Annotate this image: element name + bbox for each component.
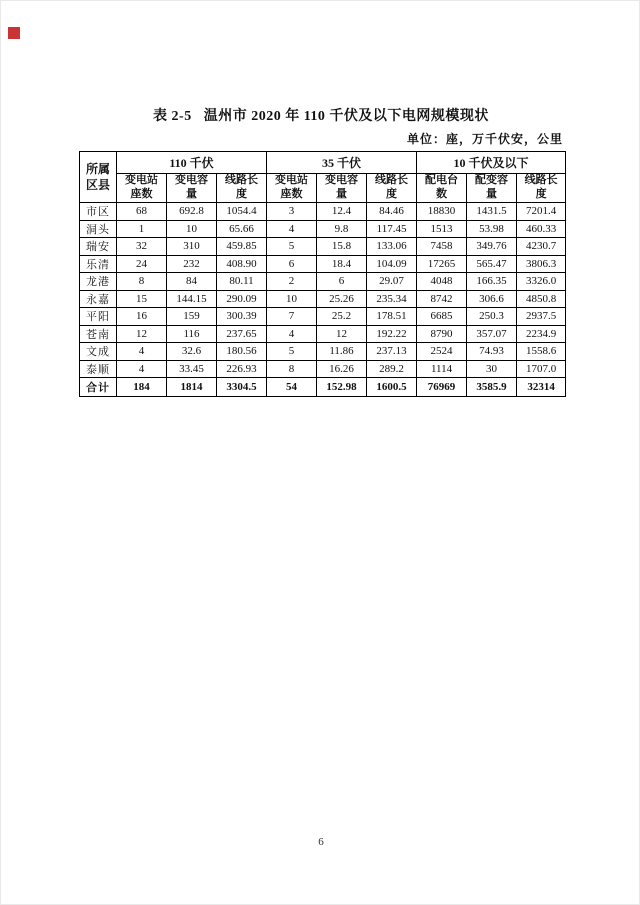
table-row <box>80 203 566 221</box>
table-row <box>80 343 566 361</box>
value-cell: 8790 <box>417 325 467 343</box>
table-body <box>80 203 566 397</box>
sub-header-line2: 数 <box>436 188 448 200</box>
sub-header-line1: 变电容 <box>175 174 208 187</box>
red-square-marker <box>8 27 20 39</box>
value-cell: 33.45 <box>167 360 217 378</box>
sub-header-cell <box>467 174 517 203</box>
value-cell: 565.47 <box>467 255 517 273</box>
sub-header-line2: 座数 <box>280 188 303 200</box>
value-cell: 226.93 <box>217 360 267 378</box>
value-cell: 1114 <box>417 360 467 378</box>
value-cell: 6 <box>267 255 317 273</box>
district-name: 文成 <box>80 343 117 361</box>
value-cell: 6 <box>317 273 367 291</box>
sub-header-line1: 变电容 <box>325 174 359 187</box>
table-row <box>80 238 566 256</box>
value-cell: 144.15 <box>167 290 217 308</box>
value-cell: 1431.5 <box>467 203 517 221</box>
value-cell: 16 <box>117 308 167 326</box>
value-cell: 1600.5 <box>367 378 417 397</box>
value-cell: 3304.5 <box>217 378 267 397</box>
value-cell: 24 <box>117 255 167 273</box>
value-cell: 4048 <box>417 273 467 291</box>
value-cell: 7458 <box>417 238 467 256</box>
value-cell: 1513 <box>417 220 467 238</box>
value-cell: 15 <box>117 290 167 308</box>
value-cell: 16.26 <box>317 360 367 378</box>
value-cell: 3326.0 <box>517 273 566 291</box>
value-cell: 32314 <box>517 378 566 397</box>
value-cell: 8742 <box>417 290 467 308</box>
district-name: 洞头 <box>80 220 117 238</box>
value-cell: 7201.4 <box>517 203 566 221</box>
district-name: 平阳 <box>80 308 117 326</box>
value-cell: 12 <box>317 325 367 343</box>
value-cell: 4 <box>117 343 167 361</box>
value-cell: 408.90 <box>217 255 267 273</box>
value-cell: 250.3 <box>467 308 517 326</box>
value-cell: 6685 <box>417 308 467 326</box>
value-cell: 12.4 <box>317 203 367 221</box>
value-cell: 349.76 <box>467 238 517 256</box>
value-cell: 76969 <box>417 378 467 397</box>
value-cell: 7 <box>267 308 317 326</box>
value-cell: 235.34 <box>367 290 417 308</box>
district-name: 苍南 <box>80 325 117 343</box>
sub-header-cell <box>517 174 566 203</box>
value-cell: 178.51 <box>367 308 417 326</box>
sub-header-line1: 配变容 <box>475 174 509 187</box>
group-header-10kv-and-below: 10 千伏及以下 <box>417 152 566 174</box>
value-cell: 18.4 <box>317 255 367 273</box>
value-cell: 25.2 <box>317 308 367 326</box>
value-cell: 84.46 <box>367 203 417 221</box>
value-cell: 29.07 <box>367 273 417 291</box>
sub-header-line2: 量 <box>186 188 197 200</box>
value-cell: 459.85 <box>217 238 267 256</box>
sub-header-cell <box>417 174 467 203</box>
value-cell: 2234.9 <box>517 325 566 343</box>
district-name: 市区 <box>80 203 117 221</box>
value-cell: 65.66 <box>217 220 267 238</box>
value-cell: 11.86 <box>317 343 367 361</box>
value-cell: 1558.6 <box>517 343 566 361</box>
district-name: 乐清 <box>80 255 117 273</box>
sub-header-line1: 变电站 <box>125 174 158 187</box>
value-cell: 2937.5 <box>517 308 566 326</box>
sub-header-line1: 线路长 <box>225 174 258 187</box>
value-cell: 104.09 <box>367 255 417 273</box>
value-cell: 10 <box>167 220 217 238</box>
value-cell: 116 <box>167 325 217 343</box>
value-cell: 68 <box>117 203 167 221</box>
value-cell: 1707.0 <box>517 360 566 378</box>
value-cell: 32 <box>117 238 167 256</box>
value-cell: 306.6 <box>467 290 517 308</box>
sub-header-line1: 线路长 <box>524 174 558 187</box>
value-cell: 84 <box>167 273 217 291</box>
value-cell: 30 <box>467 360 517 378</box>
value-cell: 460.33 <box>517 220 566 238</box>
district-name: 泰顺 <box>80 360 117 378</box>
value-cell: 3 <box>267 203 317 221</box>
table-row <box>80 255 566 273</box>
value-cell: 3585.9 <box>467 378 517 397</box>
district-name: 瑞安 <box>80 238 117 256</box>
district-name: 永嘉 <box>80 290 117 308</box>
sub-header-cell <box>367 174 417 203</box>
corner-header-line1: 所属 <box>85 161 110 176</box>
unit-note: 单位：座，万千伏安，公里 <box>406 132 563 146</box>
value-cell: 159 <box>167 308 217 326</box>
group-header-35kv: 35 千伏 <box>267 152 417 174</box>
table-row <box>80 360 566 378</box>
value-cell: 25.26 <box>317 290 367 308</box>
sub-header-line2: 度 <box>236 188 247 200</box>
value-cell: 133.06 <box>367 238 417 256</box>
table-row <box>80 325 566 343</box>
value-cell: 289.2 <box>367 360 417 378</box>
sub-header-cell <box>267 174 317 203</box>
sub-header-cell <box>167 174 217 203</box>
total-row <box>80 378 566 397</box>
value-cell: 54 <box>267 378 317 397</box>
value-cell: 1 <box>117 220 167 238</box>
table-row <box>80 308 566 326</box>
sub-header-line1: 配电台 <box>425 174 459 187</box>
value-cell: 290.09 <box>217 290 267 308</box>
value-cell: 192.22 <box>367 325 417 343</box>
value-cell: 692.8 <box>167 203 217 221</box>
value-cell: 1054.4 <box>217 203 267 221</box>
group-header-row <box>80 152 566 174</box>
value-cell: 300.39 <box>217 308 267 326</box>
district-name: 龙港 <box>80 273 117 291</box>
value-cell: 237.13 <box>367 343 417 361</box>
value-cell: 117.45 <box>367 220 417 238</box>
group-header-110kv: 110 千伏 <box>117 152 267 174</box>
value-cell: 5 <box>267 343 317 361</box>
value-cell: 80.11 <box>217 273 267 291</box>
table-header <box>80 152 566 203</box>
value-cell: 18830 <box>417 203 467 221</box>
value-cell: 184 <box>117 378 167 397</box>
corner-header-district <box>80 152 117 203</box>
sub-header-row <box>80 174 566 203</box>
sub-header-cell <box>217 174 267 203</box>
sub-header-line2: 座数 <box>130 188 153 200</box>
value-cell: 357.07 <box>467 325 517 343</box>
sub-header-cell <box>117 174 167 203</box>
sub-header-cell <box>317 174 367 203</box>
sub-header-line1: 变电站 <box>275 174 309 187</box>
value-cell: 32.6 <box>167 343 217 361</box>
value-cell: 310 <box>167 238 217 256</box>
value-cell: 232 <box>167 255 217 273</box>
value-cell: 9.8 <box>317 220 367 238</box>
power-grid-table <box>79 151 566 397</box>
value-cell: 5 <box>267 238 317 256</box>
value-cell: 4 <box>267 220 317 238</box>
table-row <box>80 220 566 238</box>
sub-header-line2: 度 <box>386 188 398 200</box>
total-label: 合计 <box>80 378 117 397</box>
table-title: 表 2-5 温州市 2020 年 110 千伏及以下电网规模现状 <box>153 109 489 124</box>
value-cell: 53.98 <box>467 220 517 238</box>
value-cell: 2524 <box>417 343 467 361</box>
value-cell: 180.56 <box>217 343 267 361</box>
value-cell: 8 <box>267 360 317 378</box>
value-cell: 166.35 <box>467 273 517 291</box>
sub-header-line1: 线路长 <box>375 174 409 187</box>
table-row <box>80 290 566 308</box>
value-cell: 74.93 <box>467 343 517 361</box>
value-cell: 10 <box>267 290 317 308</box>
sub-header-line2: 度 <box>535 188 547 200</box>
corner-header-line2: 区县 <box>85 178 110 192</box>
value-cell: 3806.3 <box>517 255 566 273</box>
value-cell: 4 <box>267 325 317 343</box>
value-cell: 8 <box>117 273 167 291</box>
value-cell: 12 <box>117 325 167 343</box>
page-number: 6 <box>318 836 324 848</box>
value-cell: 1814 <box>167 378 217 397</box>
value-cell: 2 <box>267 273 317 291</box>
value-cell: 15.8 <box>317 238 367 256</box>
sub-header-line2: 量 <box>486 188 498 200</box>
table-row <box>80 273 566 291</box>
value-cell: 17265 <box>417 255 467 273</box>
sub-header-line2: 量 <box>336 188 348 200</box>
value-cell: 237.65 <box>217 325 267 343</box>
value-cell: 152.98 <box>317 378 367 397</box>
value-cell: 4230.7 <box>517 238 566 256</box>
value-cell: 4 <box>117 360 167 378</box>
value-cell: 4850.8 <box>517 290 566 308</box>
